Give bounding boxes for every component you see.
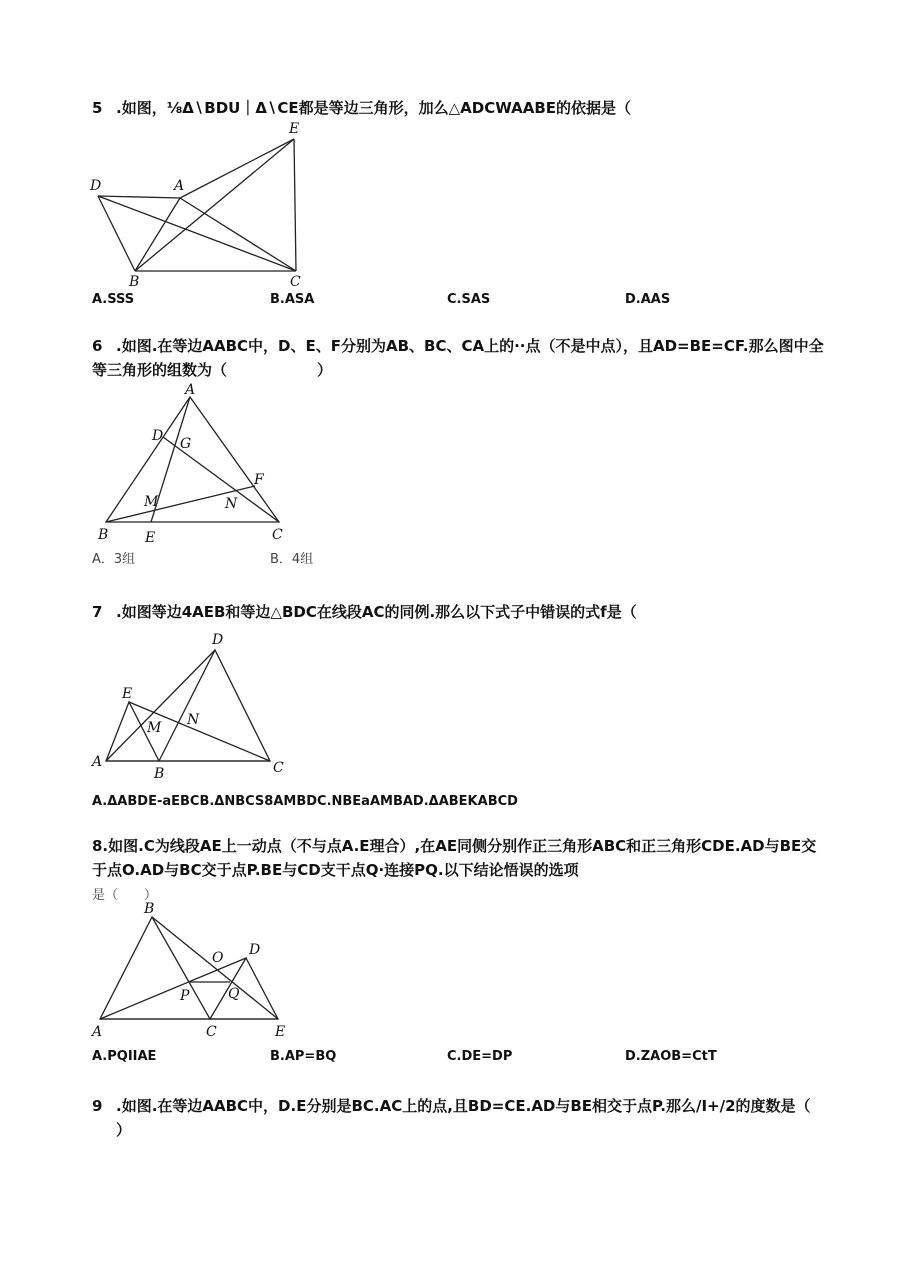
question-9 bbox=[92, 1094, 811, 1142]
question-text-line-3: 是（ ） bbox=[92, 888, 158, 903]
point-label-B: B bbox=[129, 274, 140, 288]
line-AE bbox=[180, 139, 294, 198]
point-label-A: A bbox=[92, 754, 103, 770]
line-DA bbox=[98, 196, 180, 198]
point-label-O: O bbox=[212, 950, 224, 966]
line-AD bbox=[100, 958, 246, 1019]
question-number: 6 bbox=[92, 337, 103, 355]
option-a: A.PQIIAE bbox=[92, 1049, 157, 1064]
point-label-C: C bbox=[206, 1024, 217, 1040]
point-label-N: N bbox=[187, 712, 200, 728]
point-label-B: B bbox=[144, 902, 155, 917]
point-label-N: N bbox=[225, 496, 238, 512]
point-label-E: E bbox=[275, 1024, 286, 1040]
figure-q7 bbox=[88, 628, 298, 788]
option-a: A.SSS bbox=[92, 292, 135, 307]
point-label-G: G bbox=[180, 436, 192, 452]
line-BE bbox=[152, 917, 278, 1019]
point-label-D: D bbox=[212, 632, 224, 648]
point-label-D: D bbox=[90, 178, 102, 194]
question-5 bbox=[92, 96, 631, 120]
point-label-B: B bbox=[154, 766, 165, 782]
options-q7 bbox=[92, 792, 518, 812]
option-d: D.AAS bbox=[625, 292, 671, 307]
question-7 bbox=[92, 600, 637, 624]
triangle-BDC bbox=[159, 650, 270, 761]
option-b: B.ASA bbox=[270, 292, 315, 307]
point-label-E: E bbox=[145, 530, 156, 546]
question-text-line-2: 于点O.AD与BC交于点P.BE与CD支干点Q·连接PQ.以下结论悟误的选项 bbox=[92, 861, 579, 879]
point-label-E: E bbox=[289, 121, 300, 137]
line-EB bbox=[135, 139, 294, 271]
question-6 bbox=[92, 334, 824, 382]
option-b: B.AP=BQ bbox=[270, 1049, 337, 1064]
line-AD bbox=[106, 650, 215, 761]
option-a: A．3组 bbox=[92, 552, 136, 567]
question-text: .如图等边4AEB和等边△BDC在线段AC的同例.那么以下式子中错误的式f是（ bbox=[116, 603, 637, 621]
point-label-A: A bbox=[174, 178, 185, 194]
point-label-F: F bbox=[254, 472, 264, 488]
point-label-A: A bbox=[92, 1024, 103, 1040]
question-8 bbox=[92, 834, 816, 908]
line-AC bbox=[180, 198, 296, 271]
point-label-C: C bbox=[290, 274, 301, 288]
figure-q6 bbox=[92, 382, 302, 547]
point-label-A: A bbox=[185, 382, 196, 398]
figure-q8 bbox=[88, 902, 298, 1042]
question-number: 5 bbox=[92, 99, 103, 117]
figure-q5 bbox=[86, 118, 316, 288]
line-EC bbox=[294, 139, 296, 271]
point-label-M: M bbox=[147, 720, 162, 736]
point-label-B: B bbox=[98, 527, 109, 543]
option-c: C.SAS bbox=[447, 292, 491, 307]
option-b: B．4组 bbox=[270, 552, 314, 567]
triangle-ABC bbox=[100, 917, 210, 1019]
line-AB bbox=[135, 198, 180, 271]
question-text-line-2: ） bbox=[116, 1121, 132, 1139]
question-text-line-1: .如图.在等边AABC中，D、E、F分别为AB、BC、CA上的··点（不是中点），且AD=BE=CF.那么图中全 bbox=[116, 337, 824, 355]
point-label-E: E bbox=[122, 686, 133, 702]
question-number: 9 bbox=[92, 1097, 103, 1115]
point-label-C: C bbox=[272, 527, 283, 543]
question-text-line-1: .如图.在等边AABC中，D.E分别是BC.AC上的点,且BD=CE.AD与BE相交于点P.那么/I+/2的度数是（ bbox=[116, 1097, 811, 1115]
point-label-Q: Q bbox=[228, 986, 240, 1002]
question-text-line-2: 等三角形的组数为（ ） bbox=[92, 361, 333, 379]
option-d: D.ZAOB=CtT bbox=[625, 1049, 717, 1064]
options-text: A.ΔABDE-aEBCB.ΔNBCS8AMBDC.NBEaAMBAD.ΔABEKABCD bbox=[92, 794, 518, 809]
option-c: C.DE=DP bbox=[447, 1049, 513, 1064]
question-text-line-1: 8.如图.C为线段AE上一动点（不与点A.E理合）,在AE同侧分别作正三角形ABC和正三角形CDE.AD与BE交 bbox=[92, 837, 817, 855]
point-label-D: D bbox=[152, 428, 164, 444]
question-text: .如图，⅛Δ∖BDU｜Δ∖CE都是等边三角形，加么△ADCWAABE的依据是（ bbox=[116, 99, 632, 117]
point-label-D: D bbox=[249, 942, 261, 958]
point-label-M: M bbox=[144, 494, 159, 510]
triangle-CDE bbox=[210, 958, 278, 1019]
question-number: 7 bbox=[92, 603, 103, 621]
line-DC bbox=[98, 196, 296, 271]
point-label-C: C bbox=[273, 760, 284, 776]
point-label-P: P bbox=[180, 988, 190, 1004]
